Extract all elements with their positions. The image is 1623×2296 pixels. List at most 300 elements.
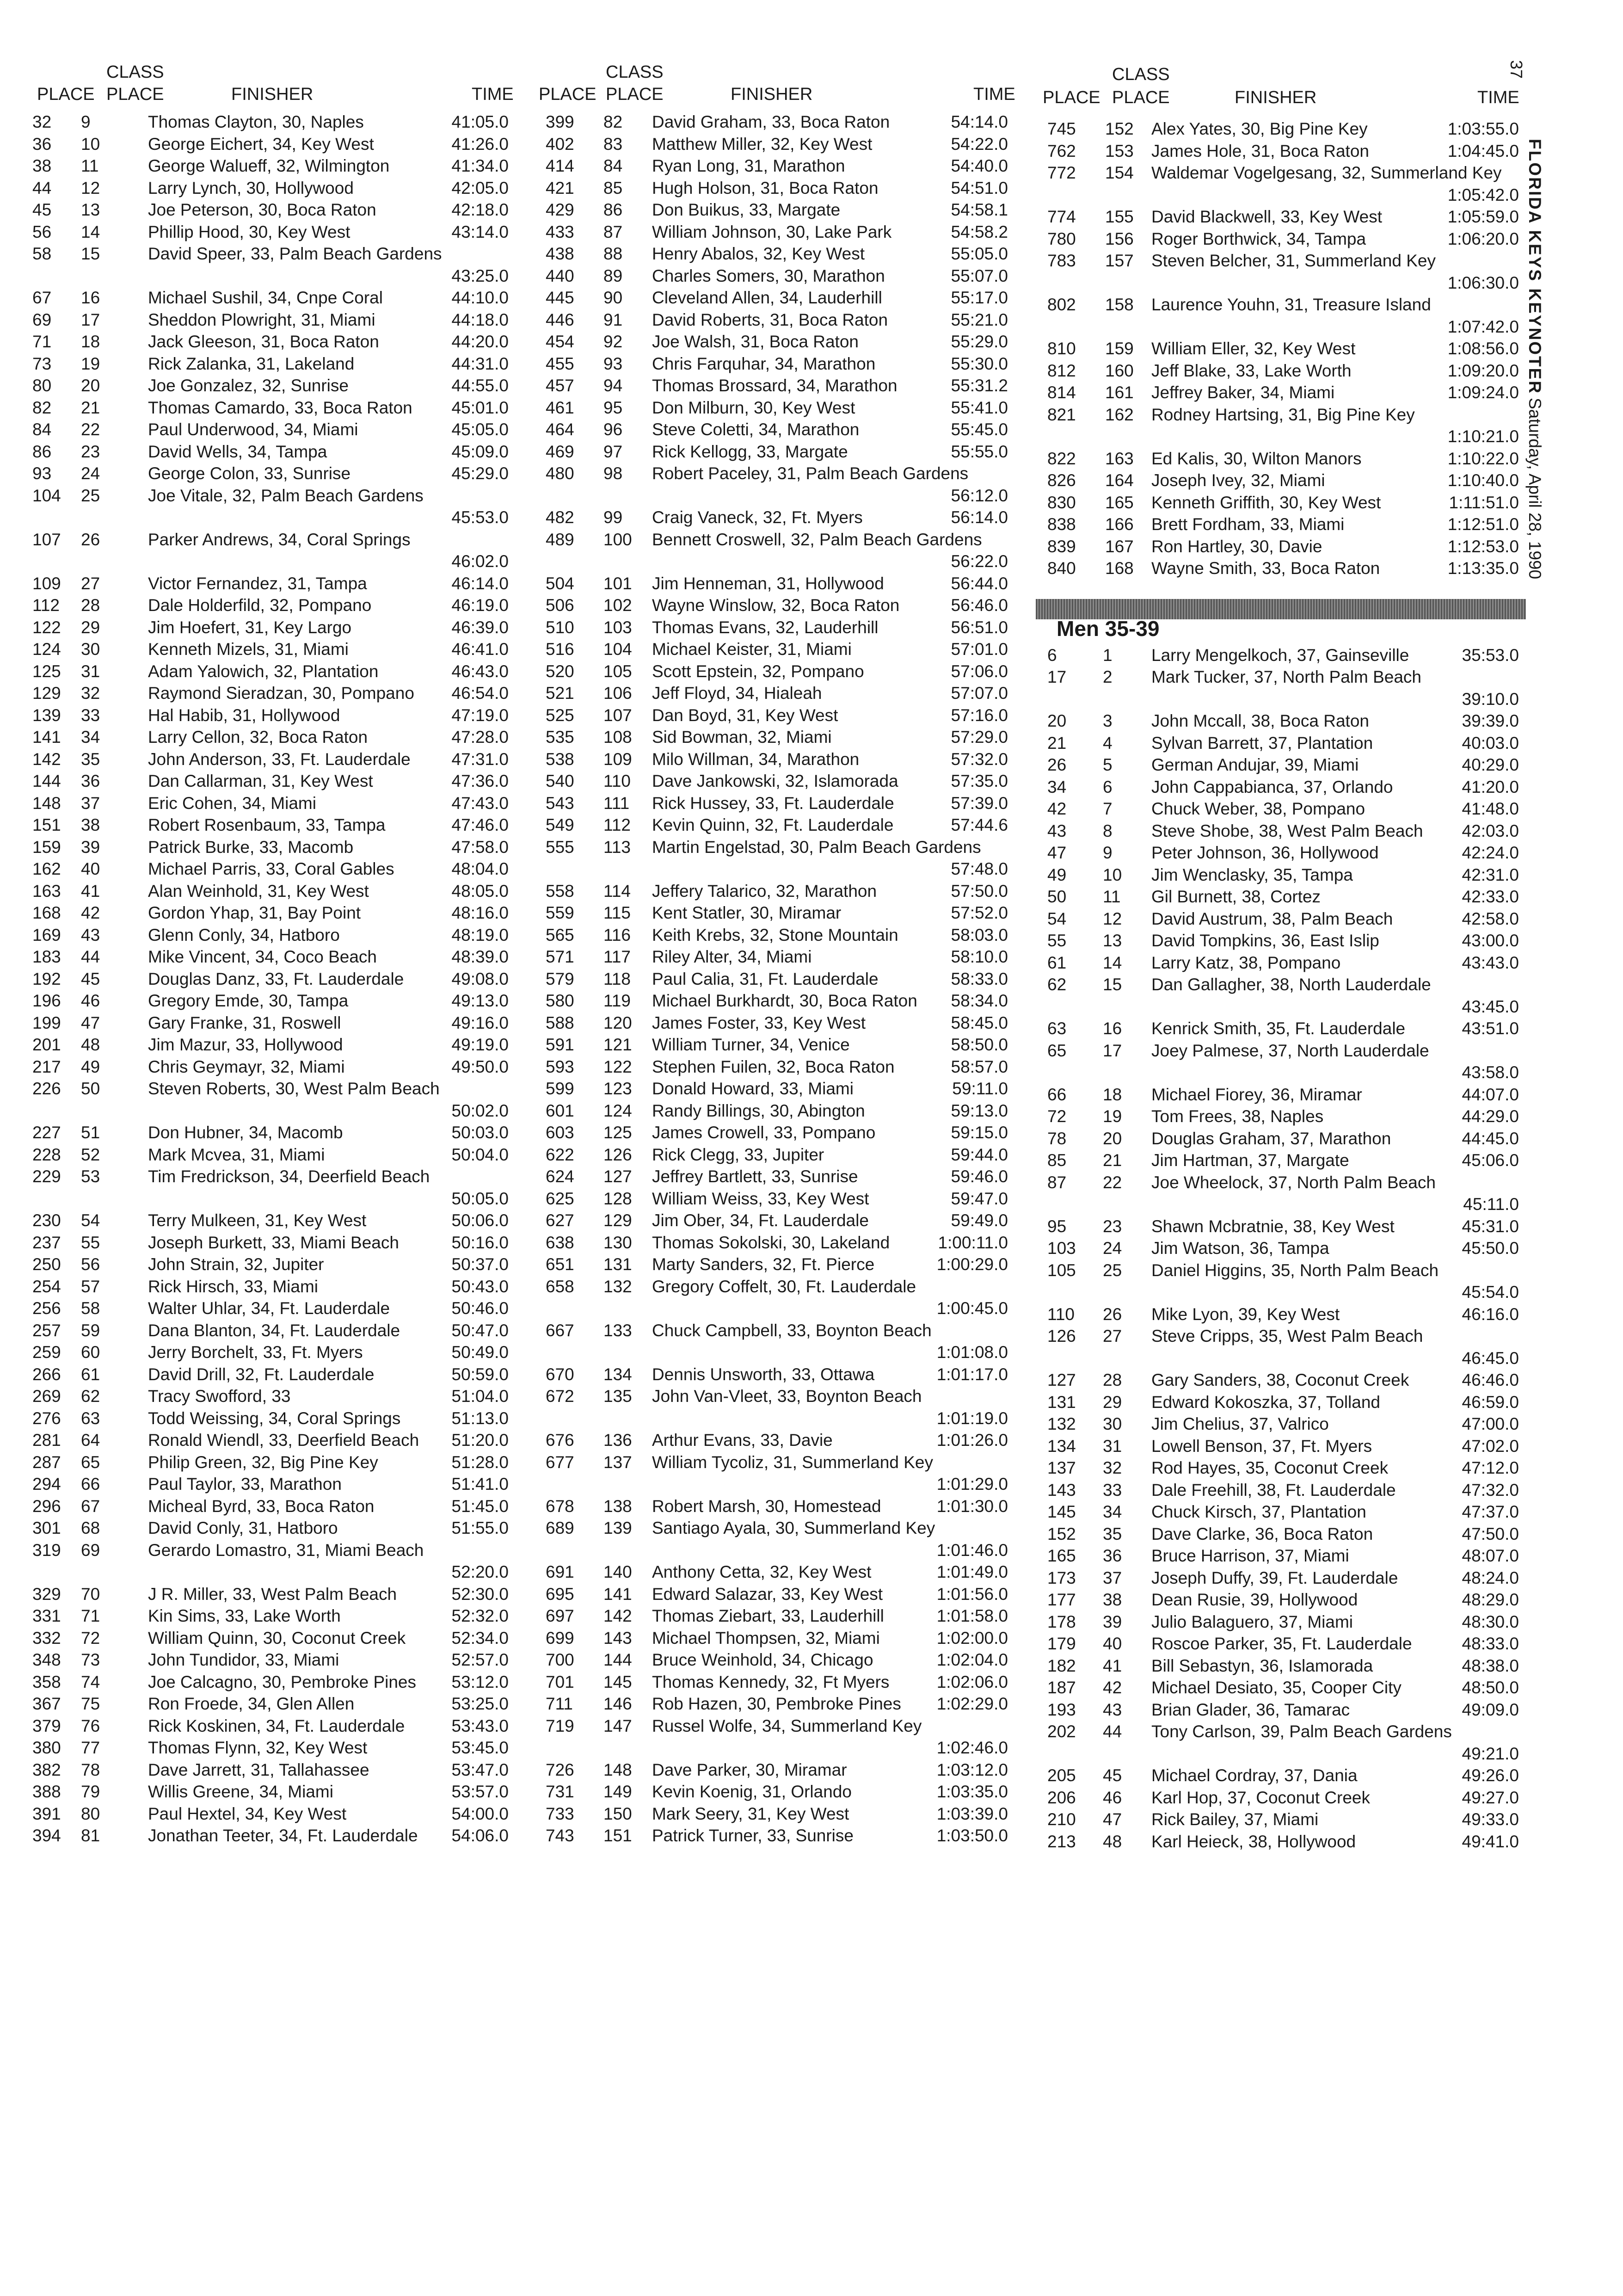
class-place: 156: [1105, 229, 1134, 248]
finish-time: 1:10:40.0: [1447, 471, 1519, 490]
finisher-name: Brett Fordham, 33, Miami: [1151, 515, 1345, 534]
finish-time: 45:54.0: [1462, 1283, 1519, 1302]
finisher-name: Mark Seery, 31, Key West: [652, 1804, 849, 1823]
finish-time: 46:16.0: [1462, 1304, 1519, 1324]
overall-place: 69: [32, 310, 52, 329]
finisher-name: Joseph Ivey, 32, Miami: [1151, 471, 1325, 490]
header-place: PLACE: [1043, 88, 1100, 107]
finish-time: 42:05.0: [451, 178, 509, 198]
finish-time: 54:22.0: [951, 134, 1008, 154]
class-place: 41: [1103, 1656, 1122, 1675]
finisher-name: Edward Salazar, 33, Key West: [652, 1584, 883, 1604]
result-row: [32, 1012, 513, 1034]
finisher-name: Kenneth Mizels, 31, Miami: [148, 640, 349, 659]
class-place: 13: [81, 200, 100, 219]
result-row: [1036, 1391, 1526, 1413]
class-place: 45: [1103, 1766, 1122, 1785]
result-row: [536, 748, 1017, 771]
finisher-name: George Colon, 33, Sunrise: [148, 464, 351, 483]
finisher-name: Rick Kellogg, 33, Margate: [652, 442, 848, 461]
class-place: 131: [603, 1255, 632, 1274]
overall-place: 45: [32, 200, 52, 219]
result-row: [1036, 1677, 1526, 1699]
result-row: [536, 1078, 1017, 1100]
overall-place: 276: [32, 1408, 61, 1428]
finisher-name: Thomas Kennedy, 32, Ft Myers: [652, 1672, 890, 1691]
result-row-continuation: [536, 1539, 1017, 1562]
finish-time: 1:07:42.0: [1447, 317, 1519, 336]
finisher-name: German Andujar, 39, Miami: [1151, 755, 1359, 774]
result-row: [536, 221, 1017, 243]
overall-place: 588: [546, 1013, 574, 1032]
finish-time: 54:14.0: [951, 112, 1008, 131]
result-row: [536, 1759, 1017, 1781]
overall-place: 489: [546, 530, 574, 549]
finish-time: 40:03.0: [1462, 733, 1519, 753]
class-place: 140: [603, 1562, 632, 1581]
finish-time: 57:50.0: [951, 881, 1008, 901]
finisher-name: Paul Calia, 31, Ft. Lauderdale: [652, 969, 879, 988]
class-place: 69: [81, 1540, 100, 1560]
finish-time: 1:02:00.0: [936, 1628, 1008, 1648]
finisher-name: Phillip Hood, 30, Key West: [148, 222, 350, 241]
result-row: [536, 309, 1017, 331]
class-place: 114: [603, 881, 631, 901]
class-place: 28: [1103, 1370, 1122, 1389]
overall-place: 538: [546, 749, 574, 769]
class-place: 23: [81, 442, 100, 461]
overall-place: 521: [546, 684, 574, 703]
finish-time: 49:27.0: [1462, 1788, 1519, 1807]
finisher-name: Roger Borthwick, 34, Tampa: [1151, 229, 1366, 248]
finish-time: 44:29.0: [1462, 1107, 1519, 1126]
result-row: [536, 1451, 1017, 1474]
finish-time: 56:51.0: [951, 617, 1008, 637]
class-place: 85: [603, 178, 623, 198]
finisher-name: David Tompkins, 36, East Islip: [1151, 931, 1379, 950]
class-place: 151: [603, 1826, 632, 1845]
result-row: [536, 617, 1017, 639]
overall-place: 71: [32, 332, 52, 351]
class-place: 118: [603, 969, 631, 988]
class-place: 30: [81, 640, 100, 659]
result-row: [32, 1517, 513, 1539]
finisher-name: Julio Balaguero, 37, Miami: [1151, 1612, 1353, 1631]
result-row: [1036, 1545, 1526, 1567]
finisher-name: Dennis Unsworth, 33, Ottawa: [652, 1364, 875, 1384]
class-place: 16: [81, 288, 100, 307]
finish-time: 46:19.0: [451, 596, 509, 615]
overall-place: 126: [1047, 1327, 1076, 1346]
result-row: [32, 573, 513, 595]
finish-time: 1:00:45.0: [936, 1299, 1008, 1318]
finisher-name: Thomas Ziebart, 33, Lauderhill: [652, 1606, 884, 1625]
result-row: [1036, 1633, 1526, 1655]
class-place: 161: [1105, 383, 1134, 402]
overall-place: 229: [32, 1167, 61, 1186]
finisher-name: Alan Weinhold, 31, Key West: [148, 881, 369, 901]
result-row: [1036, 644, 1526, 667]
overall-place: 124: [32, 640, 61, 659]
overall-place: 399: [546, 112, 574, 131]
class-place: 158: [1105, 295, 1134, 314]
finisher-name: Thomas Evans, 32, Lauderhill: [652, 617, 879, 637]
finisher-name: Gary Sanders, 38, Coconut Creek: [1151, 1370, 1409, 1389]
result-row: [536, 1803, 1017, 1825]
finish-time: 51:41.0: [451, 1475, 509, 1494]
class-place: 112: [603, 815, 631, 834]
overall-place: 63: [1047, 1019, 1067, 1038]
finisher-name: Mark Mcvea, 31, Miami: [148, 1145, 325, 1164]
result-row-continuation: [1036, 1347, 1526, 1370]
class-place: 41: [81, 881, 100, 901]
finish-time: 46:41.0: [451, 640, 509, 659]
overall-place: 54: [1047, 909, 1067, 928]
overall-place: 148: [32, 793, 61, 813]
overall-place: 109: [32, 574, 61, 593]
class-place: 113: [603, 837, 631, 857]
overall-place: 110: [1047, 1304, 1075, 1324]
overall-place: 139: [32, 705, 61, 725]
overall-place: 107: [32, 530, 61, 549]
finisher-name: Donald Howard, 33, Miami: [652, 1079, 854, 1098]
finisher-name: Gil Burnett, 38, Cortez: [1151, 887, 1321, 906]
finisher-name: Larry Katz, 38, Pompano: [1151, 953, 1341, 972]
finisher-name: Patrick Burke, 33, Macomb: [148, 837, 354, 857]
overall-place: 780: [1047, 229, 1076, 248]
overall-place: 129: [32, 684, 61, 703]
class-place: 142: [603, 1606, 632, 1625]
overall-place: 689: [546, 1518, 574, 1537]
overall-place: 50: [1047, 887, 1067, 906]
finisher-name: Jim Henneman, 31, Hollywood: [652, 574, 884, 593]
result-row: [32, 1539, 513, 1562]
finisher-name: Riley Alter, 34, Miami: [652, 947, 812, 966]
overall-place: 44: [32, 178, 52, 198]
finish-time: 50:46.0: [451, 1299, 509, 1318]
result-row: [1036, 448, 1526, 470]
overall-place: 199: [32, 1013, 61, 1032]
finisher-name: Rick Bailey, 37, Miami: [1151, 1810, 1319, 1829]
finish-time: 48:38.0: [1462, 1656, 1519, 1675]
overall-place: 137: [1047, 1458, 1076, 1477]
finish-time: 57:16.0: [951, 705, 1008, 725]
overall-place: 469: [546, 442, 574, 461]
finish-time: 45:50.0: [1462, 1239, 1519, 1258]
overall-place: 162: [32, 859, 61, 878]
result-row: [1036, 974, 1526, 996]
finish-time: 53:47.0: [451, 1760, 509, 1779]
class-place: 89: [603, 266, 623, 285]
result-row: [32, 1825, 513, 1847]
finisher-name: John Van-Vleet, 33, Boynton Beach: [652, 1387, 922, 1406]
result-row: [1036, 338, 1526, 360]
finish-time: 50:05.0: [451, 1189, 509, 1208]
class-place: 147: [603, 1716, 632, 1735]
result-row: [536, 902, 1017, 924]
finisher-name: David Blackwell, 33, Key West: [1151, 207, 1383, 226]
result-row: [32, 1276, 513, 1298]
finisher-name: Ron Froede, 34, Glen Allen: [148, 1694, 355, 1713]
overall-place: 178: [1047, 1612, 1076, 1631]
finish-time: 50:43.0: [451, 1277, 509, 1296]
finish-time: 49:16.0: [451, 1013, 509, 1032]
result-row: [1036, 864, 1526, 886]
result-row: [32, 287, 513, 309]
class-place: 87: [603, 222, 623, 241]
overall-place: 36: [32, 134, 52, 154]
result-row: [536, 1583, 1017, 1605]
result-row: [536, 375, 1017, 397]
class-place: 70: [81, 1584, 100, 1604]
finish-time: 52:30.0: [451, 1584, 509, 1604]
result-row: [32, 1232, 513, 1254]
overall-place: 414: [546, 156, 574, 175]
overall-place: 391: [32, 1804, 61, 1823]
class-place: 10: [1103, 865, 1122, 884]
result-row: [32, 1429, 513, 1451]
finish-time: 39:39.0: [1462, 711, 1519, 730]
overall-place: 822: [1047, 449, 1076, 468]
result-row: [536, 397, 1017, 419]
finish-time: 44:20.0: [451, 332, 509, 351]
overall-place: 558: [546, 881, 574, 901]
overall-place: 446: [546, 310, 574, 329]
finish-time: 49:19.0: [451, 1035, 509, 1054]
finish-time: 1:09:24.0: [1447, 383, 1519, 402]
finish-time: 56:22.0: [951, 552, 1008, 571]
result-row: [536, 1012, 1017, 1034]
class-place: 80: [81, 1804, 100, 1823]
result-row: [1036, 886, 1526, 908]
finisher-name: Arthur Evans, 33, Davie: [652, 1431, 833, 1450]
result-row: [32, 1078, 513, 1100]
finisher-name: Joe Wheelock, 37, North Palm Beach: [1151, 1173, 1436, 1192]
finish-time: 43:00.0: [1462, 931, 1519, 950]
finish-time: 1:12:51.0: [1447, 515, 1519, 534]
finisher-name: Larry Lynch, 30, Hollywood: [148, 178, 354, 198]
finish-time: 50:02.0: [451, 1101, 509, 1120]
finish-time: 1:12:53.0: [1447, 537, 1519, 556]
class-place: 98: [603, 464, 623, 483]
class-place: 40: [1103, 1634, 1122, 1653]
result-row: [536, 946, 1017, 968]
overall-place: 380: [32, 1738, 61, 1757]
overall-place: 700: [546, 1650, 574, 1669]
class-place: 38: [1103, 1590, 1122, 1609]
result-row-continuation: [32, 1100, 513, 1122]
result-row: [32, 1341, 513, 1364]
class-place: 18: [1103, 1085, 1122, 1104]
overall-place: 17: [1047, 667, 1067, 686]
result-row: [1036, 1479, 1526, 1501]
overall-place: 152: [1047, 1524, 1076, 1543]
result-row: [536, 287, 1017, 309]
result-row: [32, 1210, 513, 1232]
result-row: [536, 682, 1017, 704]
class-place: 143: [603, 1628, 632, 1648]
class-place: 29: [1103, 1392, 1122, 1412]
header-class: CLASS: [1112, 65, 1170, 84]
class-place: 48: [81, 1035, 100, 1054]
class-place: 74: [81, 1672, 100, 1691]
finisher-name: Rick Hussey, 33, Ft. Lauderdale: [652, 793, 894, 813]
overall-place: 196: [32, 991, 61, 1010]
finisher-name: Jim Chelius, 37, Valrico: [1151, 1414, 1329, 1433]
finish-time: 54:58.1: [951, 200, 1008, 219]
finish-time: 47:58.0: [451, 837, 509, 857]
result-row: [32, 1737, 513, 1759]
finisher-name: Russel Wolfe, 34, Summerland Key: [652, 1716, 922, 1735]
finisher-name: Dan Boyd, 31, Key West: [652, 705, 838, 725]
overall-place: 294: [32, 1475, 61, 1494]
class-place: 100: [603, 530, 632, 549]
result-row: [536, 1166, 1017, 1188]
finisher-name: Wayne Smith, 33, Boca Raton: [1151, 559, 1380, 578]
result-row: [32, 1803, 513, 1825]
class-place: 22: [1103, 1173, 1122, 1192]
class-place: 154: [1105, 163, 1134, 182]
overall-place: 802: [1047, 295, 1076, 314]
class-place: 148: [603, 1760, 632, 1779]
finish-time: 59:13.0: [951, 1101, 1008, 1120]
result-row: [1036, 1699, 1526, 1721]
result-row: [32, 1385, 513, 1407]
finish-time: 41:20.0: [1462, 777, 1519, 796]
finisher-name: Douglas Graham, 37, Marathon: [1151, 1129, 1391, 1148]
overall-place: 205: [1047, 1766, 1076, 1785]
finish-time: 46:59.0: [1462, 1392, 1519, 1412]
overall-place: 73: [32, 354, 52, 373]
overall-place: 163: [32, 881, 61, 901]
finisher-name: Victor Fernandez, 31, Tampa: [148, 574, 367, 593]
finisher-name: Jeffrey Baker, 34, Miami: [1151, 383, 1335, 402]
finisher-name: Kent Statler, 30, Miramar: [652, 903, 842, 922]
result-row: [32, 968, 513, 990]
overall-place: 839: [1047, 537, 1076, 556]
overall-place: 78: [1047, 1129, 1067, 1148]
result-row-continuation: [1036, 996, 1526, 1018]
overall-place: 697: [546, 1606, 574, 1625]
finish-time: 1:06:30.0: [1447, 273, 1519, 292]
result-row: [32, 375, 513, 397]
result-row: [1036, 1018, 1526, 1040]
overall-place: 202: [1047, 1722, 1076, 1741]
finisher-name: William Quinn, 30, Coconut Creek: [148, 1628, 406, 1648]
finish-time: 44:10.0: [451, 288, 509, 307]
result-row: [1036, 1105, 1526, 1128]
result-row: [1036, 798, 1526, 820]
finish-time: 59:11.0: [952, 1079, 1008, 1098]
result-row: [32, 1649, 513, 1671]
finisher-name: Robert Marsh, 30, Homestead: [652, 1496, 881, 1516]
class-place: 66: [81, 1475, 100, 1494]
finisher-name: Rick Zalanka, 31, Lakeland: [148, 354, 355, 373]
result-row: [1036, 140, 1526, 162]
finish-time: 1:03:12.0: [936, 1760, 1008, 1779]
result-row: [536, 968, 1017, 990]
overall-place: 281: [32, 1431, 61, 1450]
finisher-name: Milo Willman, 34, Marathon: [652, 749, 860, 769]
finish-time: 1:01:58.0: [936, 1606, 1008, 1625]
finish-time: 45:05.0: [451, 420, 509, 439]
finisher-name: Dave Clarke, 36, Boca Raton: [1151, 1524, 1373, 1543]
class-place: 33: [1103, 1480, 1122, 1500]
finisher-name: Jonathan Teeter, 34, Ft. Lauderdale: [148, 1826, 418, 1845]
result-row: [32, 111, 513, 133]
finisher-name: Thomas Clayton, 30, Naples: [148, 112, 364, 131]
overall-place: 549: [546, 815, 574, 834]
overall-place: 506: [546, 596, 574, 615]
finish-time: 58:10.0: [951, 947, 1008, 966]
result-row: [1036, 1501, 1526, 1523]
section-title: Men 35-39: [1057, 616, 1160, 641]
finish-time: 47:36.0: [451, 772, 509, 790]
result-row: [1036, 1369, 1526, 1391]
overall-place: 217: [32, 1057, 61, 1076]
result-row: [536, 441, 1017, 463]
finisher-name: William Tycoliz, 31, Summerland Key: [652, 1452, 933, 1472]
finisher-name: David Roberts, 31, Boca Raton: [652, 310, 888, 329]
result-row-continuation: [1036, 1193, 1526, 1216]
finisher-name: Chris Geymayr, 32, Miami: [148, 1057, 345, 1076]
overall-place: 187: [1047, 1678, 1076, 1697]
finish-time: 1:08:56.0: [1447, 339, 1519, 358]
finisher-name: Tom Frees, 38, Naples: [1151, 1107, 1324, 1126]
overall-place: 183: [32, 947, 61, 966]
overall-place: 84: [32, 420, 52, 439]
class-place: 99: [603, 508, 623, 527]
class-place: 17: [81, 310, 100, 329]
class-place: 115: [603, 903, 631, 922]
finish-time: 49:26.0: [1462, 1766, 1519, 1785]
finisher-name: Joe Walsh, 31, Boca Raton: [652, 332, 859, 351]
finish-time: 50:59.0: [451, 1364, 509, 1384]
result-row: [32, 858, 513, 880]
class-place: 76: [81, 1716, 100, 1735]
overall-place: 516: [546, 640, 574, 659]
result-row: [1036, 952, 1526, 974]
result-row: [32, 770, 513, 792]
result-row: [536, 155, 1017, 177]
result-row: [32, 1759, 513, 1781]
result-row-continuation: [536, 1341, 1017, 1364]
finisher-name: John Mccall, 38, Boca Raton: [1151, 711, 1369, 730]
finish-time: 49:13.0: [451, 991, 509, 1010]
class-place: 129: [603, 1211, 632, 1230]
result-row: [32, 397, 513, 419]
class-place: 13: [1103, 931, 1122, 950]
overall-place: 82: [32, 398, 52, 417]
overall-place: 145: [1047, 1502, 1076, 1521]
header-class-place: PLACE: [1112, 88, 1170, 107]
class-place: 71: [81, 1606, 100, 1625]
finish-time: 1:01:30.0: [936, 1496, 1008, 1516]
finisher-name: Thomas Flynn, 32, Key West: [148, 1738, 368, 1757]
header-place: PLACE: [539, 85, 596, 104]
finisher-name: Dave Parker, 30, Miramar: [652, 1760, 847, 1779]
result-row-continuation: [1036, 184, 1526, 206]
finish-time: 53:45.0: [451, 1738, 509, 1757]
overall-place: 461: [546, 398, 574, 417]
finish-time: 48:24.0: [1462, 1568, 1519, 1587]
finish-time: 47:02.0: [1462, 1436, 1519, 1456]
overall-place: 711: [546, 1694, 573, 1713]
result-row: [536, 1210, 1017, 1232]
finish-time: 1:03:55.0: [1447, 119, 1519, 138]
result-row: [1036, 1040, 1526, 1062]
finish-time: 51:28.0: [451, 1452, 509, 1472]
